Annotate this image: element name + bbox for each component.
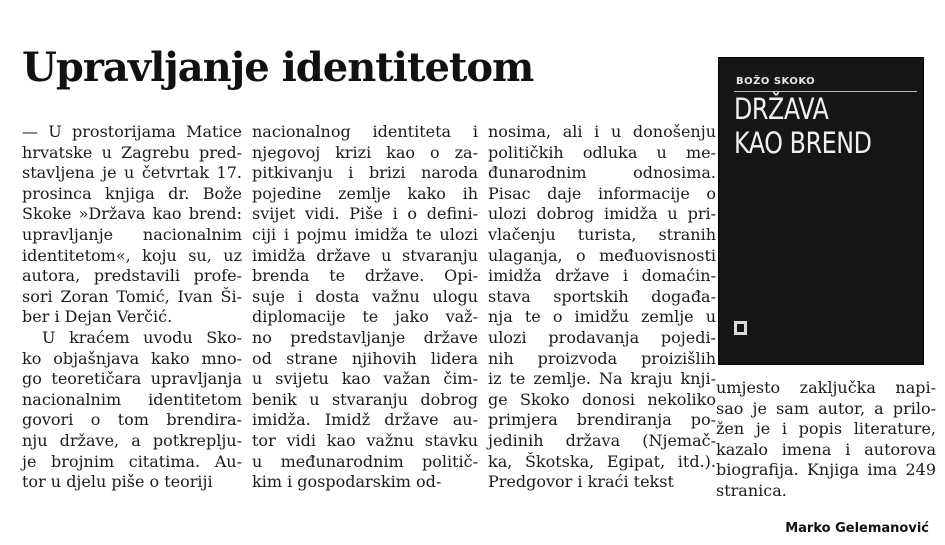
article-line: diplomacije te jako važ- xyxy=(252,307,478,327)
article-line: U kraćem uvodu Sko- xyxy=(42,327,242,347)
article-line: suje i dosta važnu ulogu xyxy=(252,286,478,306)
article-column-1 xyxy=(22,122,242,493)
article-line: pitkivanju i brizi naroda xyxy=(252,163,478,183)
article-line: u međunarodnim politič- xyxy=(252,451,478,471)
article-line: ciji i pojmu imidža te ulozi xyxy=(252,224,478,244)
article-line: političkih odluka u me- xyxy=(488,142,716,162)
article-line: nju države, a potkreplju- xyxy=(22,430,242,450)
article-line: tor u djelu piše o teoriji xyxy=(22,472,213,492)
book-cover xyxy=(718,57,924,365)
article-line: identitetom«, koju su, uz xyxy=(22,245,242,265)
article-line: imidža države i domaćin- xyxy=(488,266,716,286)
article-line: ulaganja, o međuovisnosti xyxy=(488,245,716,265)
article-line: stranica. xyxy=(716,480,787,500)
article-line: primjera brendiranja po- xyxy=(488,410,716,430)
article-line: iz te zemlje. Na kraju knji- xyxy=(488,369,716,389)
article-line: go teoretičara upravljanja xyxy=(22,369,242,389)
article-line: svijet vidi. Piše i o defini- xyxy=(252,204,478,224)
article-line: nacionalnog identiteta i xyxy=(252,122,478,141)
article-line: je brojnim citatima. Au- xyxy=(22,451,242,471)
article-line: nja te o imidžu zemlje u xyxy=(488,307,716,327)
article-signature: Marko Gelemanović xyxy=(785,521,929,536)
book-cover-title-line-1: DRŽAVA xyxy=(734,92,829,126)
article-line: brenda te države. Opi- xyxy=(252,266,478,286)
publisher-logo-icon xyxy=(734,321,747,335)
article-line: prosinca knjiga dr. Bože xyxy=(22,183,242,203)
article-line: od strane njihovih lidera xyxy=(252,348,478,368)
article-line: imidža. Imidž države au- xyxy=(252,410,478,430)
article-line: sao je sam autor, a prilo- xyxy=(716,398,936,418)
article-line: njegovoj krizi kao o za- xyxy=(252,142,478,162)
article-line: u svijetu kao važan čim- xyxy=(252,369,478,389)
book-cover-author: BOŽO SKOKO xyxy=(736,76,816,87)
article-line: vlačenju turista, stranih xyxy=(488,224,716,244)
article-line: kim i gospodarskim od- xyxy=(252,472,442,492)
article-line: umjesto zaključka napi- xyxy=(716,378,936,397)
article-line: jedinih država (Njemač- xyxy=(488,430,716,450)
article-line: pojedine zemlje kako ih xyxy=(252,183,478,203)
article-line: ge Skoko donosi nekoliko xyxy=(488,389,716,409)
article-line: žen je i popis literature, xyxy=(716,419,936,439)
article-line: ulozi prodavanja pojedi- xyxy=(488,327,716,347)
article-line: autora, predstavili profe- xyxy=(22,266,242,286)
article-column-4 xyxy=(716,378,936,502)
article-line: hrvatske u Zagrebu pred- xyxy=(22,142,242,162)
article-line: nacionalnim identitetom xyxy=(22,389,242,409)
article-line: imidža države u stvaranju xyxy=(252,245,478,265)
article-line: stavljena je u četvrtak 17. xyxy=(22,163,242,183)
article-line: — U prostorijama Matice xyxy=(22,122,242,141)
article-line: upravljanje nacionalnim xyxy=(22,224,242,244)
article-line: ulozi dobrog imidža u pri- xyxy=(488,204,716,224)
article-line: sori Zoran Tomić, Ivan Ši- xyxy=(22,286,242,306)
article-line: ko objašnjava kako mno- xyxy=(22,348,242,368)
book-cover-title-line-2: KAO BREND xyxy=(734,126,872,160)
article-line: benik u stvaranju dobrog xyxy=(252,389,478,409)
article-line: Skoke »Država kao brend: xyxy=(22,204,242,224)
article-line: nosima, ali i u donošenju xyxy=(488,122,716,141)
article-line: Pisac daje informacije o xyxy=(488,183,716,203)
article-line: tor vidi kao važnu stavku xyxy=(252,430,478,450)
article-headline: Upravljanje identitetom xyxy=(22,44,534,91)
article-line: kazalo imena i autorova xyxy=(716,439,936,459)
article-line: Predgovor i kraći tekst xyxy=(488,472,674,492)
article-line: nih proizvoda proizišlih xyxy=(488,348,716,368)
article-line: govori o tom brendira- xyxy=(22,410,242,430)
article-line: ber i Dejan Verčić. xyxy=(22,307,173,327)
article-line: biografija. Knjiga ima 249 xyxy=(716,460,936,480)
article-column-3 xyxy=(488,122,716,493)
article-column-2 xyxy=(252,122,478,493)
article-line: stava sportskih događa- xyxy=(488,286,716,306)
article-line: ka, Škotska, Egipat, itd.). xyxy=(488,451,716,471)
article-line: no predstavljanje države xyxy=(252,327,478,347)
article-line: đunarodnim odnosima. xyxy=(488,163,716,183)
